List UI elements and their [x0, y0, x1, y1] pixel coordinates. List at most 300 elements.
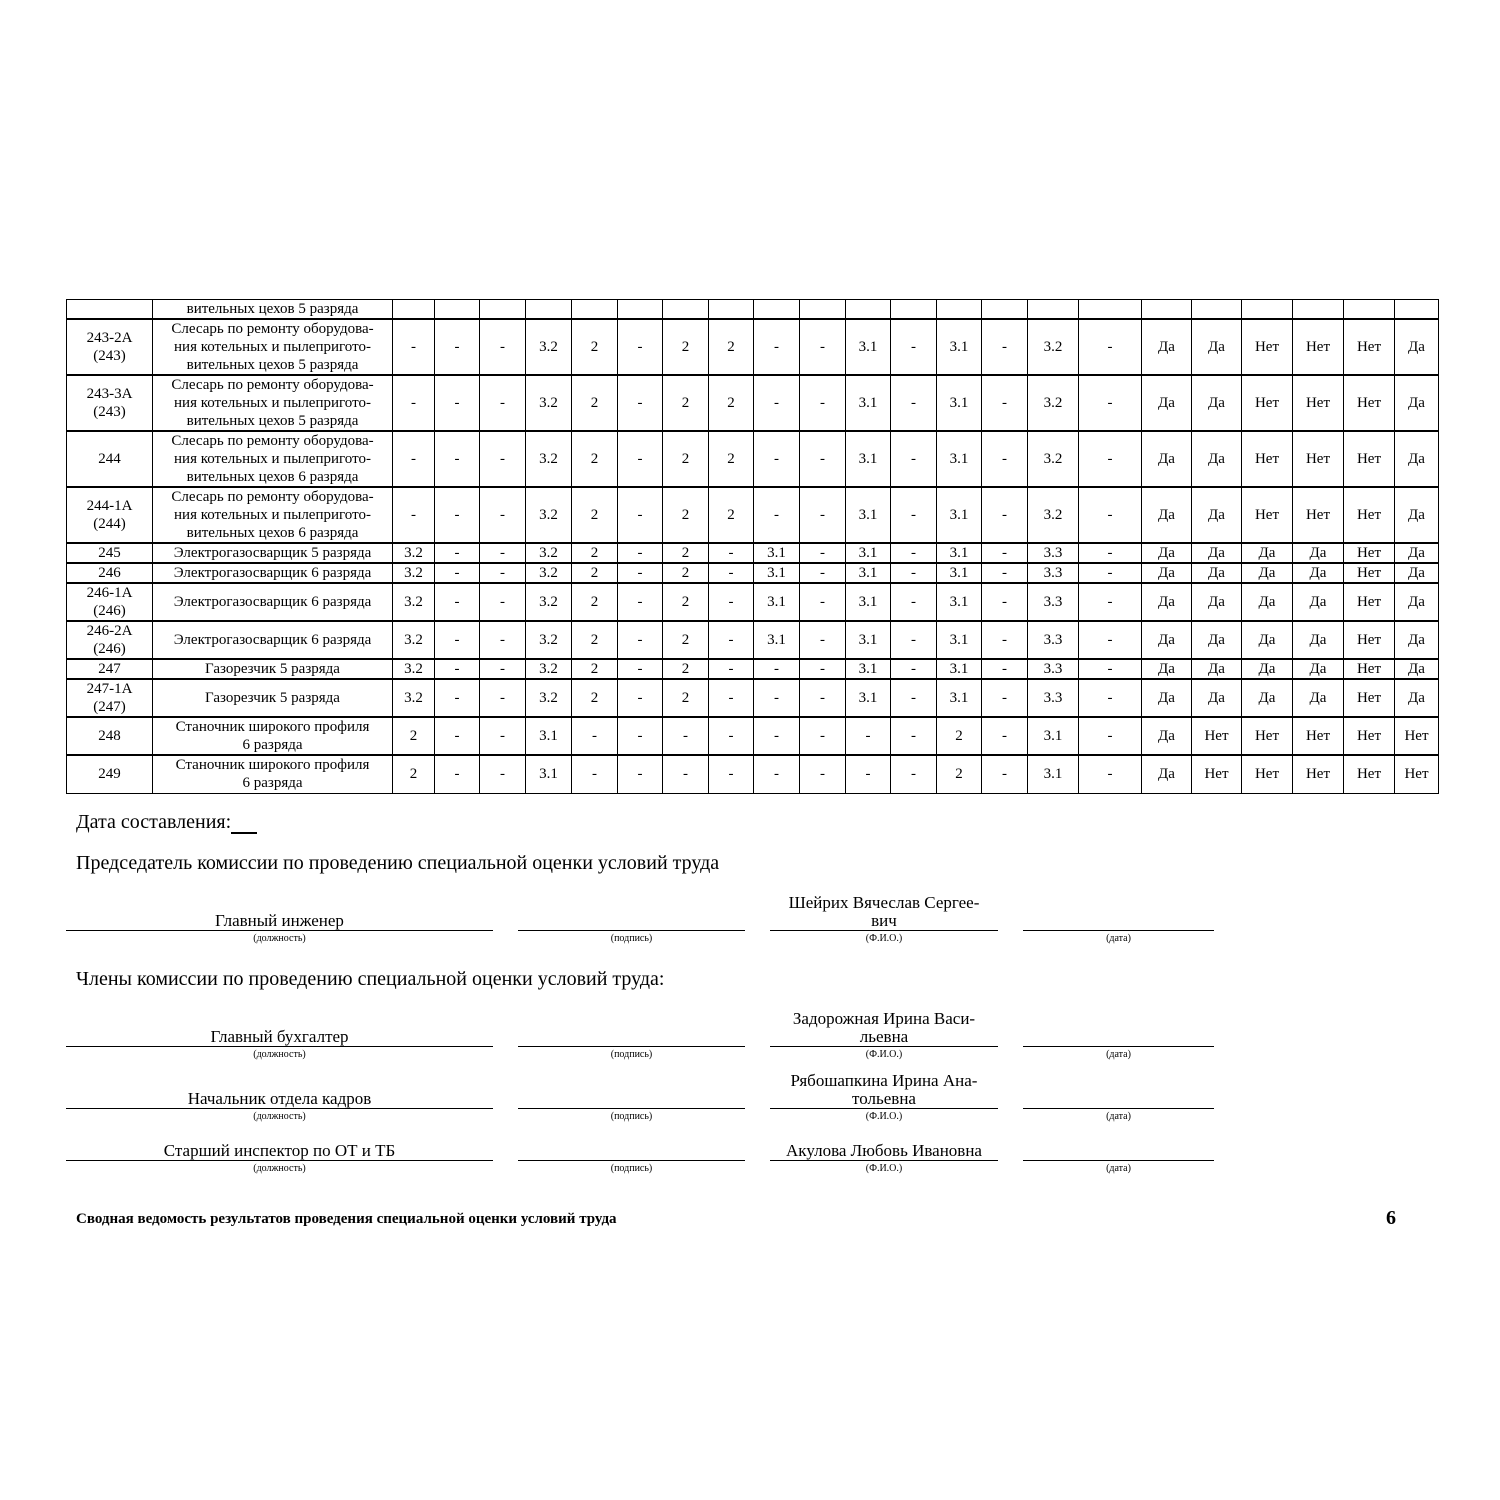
table-cell: Да	[1395, 659, 1439, 679]
table-cell: 3.2	[526, 659, 572, 679]
table-cell	[1192, 300, 1242, 320]
table-cell	[526, 300, 572, 320]
table-cell: 3.2	[526, 583, 572, 621]
table-cell: Нет	[1344, 431, 1395, 487]
table-cell: Нет	[1242, 431, 1293, 487]
table-cell: 3.1	[937, 431, 982, 487]
members-heading: Члены комиссии по проведению специальной оценки условий труда:	[76, 968, 665, 990]
table-cell: Нет	[1344, 659, 1395, 679]
table-cell: Да	[1242, 563, 1293, 583]
table-row	[67, 659, 1439, 679]
date-field	[1023, 890, 1214, 931]
table-cell	[800, 300, 846, 320]
table-cell: 3.3	[1028, 621, 1079, 659]
job-title: Электрогазосварщик 6 разряда	[153, 621, 393, 659]
workplace-id: 245	[67, 543, 153, 563]
job-title: вительных цехов 5 разряда	[153, 300, 393, 320]
position-field	[66, 1068, 493, 1109]
table-cell: 3.1	[937, 319, 982, 375]
table-cell: 3.1	[1028, 717, 1079, 755]
table-cell: Да	[1395, 621, 1439, 659]
document-title: Сводная ведомость результатов проведения специальной оценки условий труда	[76, 1211, 617, 1227]
table-cell: 3.2	[393, 621, 435, 659]
table-cell: 2	[937, 755, 982, 793]
position-caption: (должность)	[253, 1049, 306, 1060]
table-cell: -	[846, 717, 891, 755]
table-cell: -	[1079, 583, 1142, 621]
table-cell: 3.2	[526, 543, 572, 563]
position-field	[66, 1120, 493, 1161]
table-cell: -	[754, 431, 800, 487]
table-cell: Да	[1395, 583, 1439, 621]
table-cell: 2	[393, 755, 435, 793]
compilation-date-blank	[231, 812, 257, 834]
table-cell: -	[709, 755, 754, 793]
table-cell	[1344, 300, 1395, 320]
table-cell: -	[435, 319, 480, 375]
table-cell: 2	[572, 375, 618, 431]
table-cell: 3.2	[526, 319, 572, 375]
table-cell: 3.1	[526, 755, 572, 793]
table-cell: Да	[1293, 659, 1344, 679]
table-row	[67, 755, 1439, 793]
table-cell: -	[891, 543, 937, 563]
table-cell: 3.2	[526, 431, 572, 487]
table-cell: 3.1	[754, 543, 800, 563]
table-cell: 3.3	[1028, 659, 1079, 679]
table-cell: -	[480, 319, 526, 375]
table-cell: Нет	[1344, 563, 1395, 583]
table-cell: 2	[663, 583, 709, 621]
table-cell: -	[709, 563, 754, 583]
date-field	[1023, 1068, 1214, 1109]
table-cell: Да	[1192, 319, 1242, 375]
table-cell: -	[480, 375, 526, 431]
position-value: Старший инспектор по ОТ и ТБ	[163, 1141, 396, 1160]
table-cell: -	[709, 621, 754, 659]
table-cell: -	[800, 431, 846, 487]
position-field	[66, 1006, 493, 1047]
table-cell: -	[480, 583, 526, 621]
table-cell: 3.1	[846, 487, 891, 543]
table-cell: 3.3	[1028, 679, 1079, 717]
table-cell	[891, 300, 937, 320]
table-row	[67, 300, 1439, 320]
table-cell	[1395, 300, 1439, 320]
table-cell: 2	[663, 659, 709, 679]
table-cell: -	[891, 319, 937, 375]
signature-field	[518, 1006, 745, 1047]
table-cell: 2	[663, 431, 709, 487]
table-cell: 2	[572, 659, 618, 679]
job-title: Газорезчик 5 разряда	[153, 659, 393, 679]
table-cell: 3.2	[1028, 375, 1079, 431]
table-cell: Нет	[1293, 717, 1344, 755]
table-cell: Да	[1395, 679, 1439, 717]
table-cell: Нет	[1293, 431, 1344, 487]
table-cell: -	[800, 621, 846, 659]
table-cell: -	[435, 717, 480, 755]
date-caption: (дата)	[1106, 933, 1131, 944]
table-cell	[1142, 300, 1192, 320]
table-cell: 3.2	[393, 679, 435, 717]
name-caption: (Ф.И.О.)	[865, 1111, 903, 1122]
table-cell	[1079, 300, 1142, 320]
table-cell: 3.1	[1028, 755, 1079, 793]
table-cell: Нет	[1344, 319, 1395, 375]
page-number: 6	[1386, 1207, 1396, 1229]
date-caption: (дата)	[1106, 1049, 1131, 1060]
date-field	[1023, 1006, 1214, 1047]
job-title: Станочник широкого профиля 6 разряда	[153, 755, 393, 793]
table-cell: -	[480, 717, 526, 755]
workplace-id: 248	[67, 717, 153, 755]
table-cell: -	[1079, 319, 1142, 375]
table-cell: 3.1	[846, 583, 891, 621]
table-cell: 2	[709, 319, 754, 375]
table-cell	[846, 300, 891, 320]
table-cell: 3.1	[846, 375, 891, 431]
table-cell: 3.1	[846, 621, 891, 659]
table-cell: -	[618, 563, 663, 583]
table-cell: -	[435, 679, 480, 717]
table-cell: -	[1079, 543, 1142, 563]
table-cell: Нет	[1242, 717, 1293, 755]
table-cell: Нет	[1192, 717, 1242, 755]
job-title: Слесарь по ремонту оборудова- ния котельных и пылепригото- вительных цехов 6 разряда	[153, 487, 393, 543]
table-cell: Нет	[1344, 543, 1395, 563]
workplace-id: 249	[67, 755, 153, 793]
table-cell: -	[1079, 487, 1142, 543]
table-cell: -	[1079, 717, 1142, 755]
table-row	[67, 621, 1439, 659]
table-cell: 3.1	[846, 679, 891, 717]
table-cell: Да	[1293, 563, 1344, 583]
table-cell: -	[800, 755, 846, 793]
table-cell: Да	[1142, 717, 1192, 755]
table-cell	[618, 300, 663, 320]
table-cell: -	[754, 755, 800, 793]
workplace-id: 244-1А (244)	[67, 487, 153, 543]
table-cell: Да	[1192, 583, 1242, 621]
signature-field	[518, 1120, 745, 1161]
table-cell	[393, 300, 435, 320]
table-cell: Да	[1192, 431, 1242, 487]
table-cell: -	[1079, 679, 1142, 717]
table-cell	[982, 300, 1028, 320]
table-cell: Нет	[1242, 375, 1293, 431]
position-value: Главный инженер	[215, 911, 344, 930]
table-cell: Да	[1192, 679, 1242, 717]
table-cell: -	[800, 563, 846, 583]
workplace-id: 247-1А (247)	[67, 679, 153, 717]
chairman-heading: Председатель комиссии по проведению специальной оценки условий труда	[76, 852, 720, 874]
table-cell: -	[982, 583, 1028, 621]
table-cell: 2	[663, 487, 709, 543]
table-cell: Нет	[1344, 679, 1395, 717]
table-cell: -	[480, 487, 526, 543]
table-cell: Да	[1242, 659, 1293, 679]
signature-caption: (подпись)	[610, 933, 653, 944]
table-cell: Да	[1395, 319, 1439, 375]
job-title: Слесарь по ремонту оборудова- ния котельных и пылепригото- вительных цехов 6 разряда	[153, 431, 393, 487]
table-cell: 2	[572, 487, 618, 543]
table-cell: Да	[1142, 621, 1192, 659]
table-cell: Нет	[1344, 621, 1395, 659]
signature-field	[518, 890, 745, 931]
table-cell	[1028, 300, 1079, 320]
table-cell: -	[982, 319, 1028, 375]
position-value: Главный бухгалтер	[210, 1027, 349, 1046]
table-cell: -	[435, 621, 480, 659]
table-cell: Да	[1142, 755, 1192, 793]
table-cell: 3.1	[526, 717, 572, 755]
name-caption: (Ф.И.О.)	[865, 933, 903, 944]
table-cell: Да	[1142, 431, 1192, 487]
table-cell: -	[982, 755, 1028, 793]
table-cell: -	[982, 563, 1028, 583]
table-cell: 3.2	[393, 659, 435, 679]
table-cell: -	[800, 543, 846, 563]
table-cell: -	[754, 679, 800, 717]
table-cell: 2	[709, 487, 754, 543]
table-cell: -	[709, 583, 754, 621]
table-cell: -	[982, 543, 1028, 563]
table-cell: 2	[663, 621, 709, 659]
table-cell	[572, 300, 618, 320]
table-cell: -	[891, 659, 937, 679]
table-cell: Нет	[1293, 319, 1344, 375]
table-cell: 3.1	[754, 583, 800, 621]
table-cell: 3.3	[1028, 583, 1079, 621]
name-field	[770, 1120, 998, 1161]
table-cell: -	[1079, 375, 1142, 431]
table-cell: 3.2	[526, 487, 572, 543]
date-field	[1023, 1120, 1214, 1161]
date-caption: (дата)	[1106, 1163, 1131, 1174]
table-cell: Да	[1395, 375, 1439, 431]
table-cell: -	[572, 717, 618, 755]
table-cell: Нет	[1395, 717, 1439, 755]
name-field	[770, 1068, 998, 1109]
table-cell: Да	[1395, 487, 1439, 543]
table-cell: -	[393, 487, 435, 543]
table-cell: -	[1079, 621, 1142, 659]
signature-field	[518, 1068, 745, 1109]
table-cell: 3.2	[1028, 431, 1079, 487]
table-cell: Да	[1192, 659, 1242, 679]
table-cell: -	[709, 717, 754, 755]
workplace-id: 244	[67, 431, 153, 487]
signature-row-member	[66, 1115, 1214, 1175]
workplace-id: 247	[67, 659, 153, 679]
table-cell: 2	[663, 375, 709, 431]
table-cell: -	[800, 487, 846, 543]
position-field	[66, 890, 493, 931]
table-cell: 3.1	[754, 621, 800, 659]
name-caption: (Ф.И.О.)	[865, 1163, 903, 1174]
table-row	[67, 375, 1439, 431]
table-cell: 3.2	[526, 621, 572, 659]
table-cell: -	[1079, 755, 1142, 793]
table-cell: -	[891, 431, 937, 487]
table-cell: 2	[393, 717, 435, 755]
table-cell: -	[982, 375, 1028, 431]
position-value: Начальник отдела кадров	[187, 1089, 372, 1108]
table-cell: -	[618, 583, 663, 621]
table-cell: Да	[1293, 621, 1344, 659]
table-cell: Нет	[1293, 375, 1344, 431]
table-cell: 3.2	[393, 563, 435, 583]
table-cell: -	[754, 487, 800, 543]
table-cell: -	[435, 659, 480, 679]
table-cell: Нет	[1242, 487, 1293, 543]
table-cell: -	[572, 755, 618, 793]
table-cell: -	[846, 755, 891, 793]
table-cell: -	[618, 679, 663, 717]
table-cell: 3.1	[754, 563, 800, 583]
name-caption: (Ф.И.О.)	[865, 1049, 903, 1060]
compilation-date	[76, 811, 257, 834]
table-cell: 3.3	[1028, 563, 1079, 583]
table-row	[67, 563, 1439, 583]
signature-row-member	[66, 1001, 1214, 1061]
table-cell: Нет	[1395, 755, 1439, 793]
table-cell: Да	[1192, 543, 1242, 563]
table-cell: 2	[572, 319, 618, 375]
table-cell: 3.2	[393, 583, 435, 621]
table-cell	[754, 300, 800, 320]
table-cell: 3.1	[937, 679, 982, 717]
table-cell: -	[663, 717, 709, 755]
table-cell: -	[618, 717, 663, 755]
date-caption: (дата)	[1106, 1111, 1131, 1122]
table-cell: Да	[1242, 679, 1293, 717]
table-cell: -	[618, 487, 663, 543]
table-cell: -	[800, 583, 846, 621]
table-cell: -	[800, 319, 846, 375]
workplace-id: 246-2А (246)	[67, 621, 153, 659]
table-cell: Да	[1142, 583, 1192, 621]
table-cell: 3.1	[846, 543, 891, 563]
table-cell: Да	[1142, 375, 1192, 431]
table-cell: -	[891, 487, 937, 543]
workplace-id: 243-3А (243)	[67, 375, 153, 431]
table-cell: -	[982, 487, 1028, 543]
table-cell	[937, 300, 982, 320]
table-cell: 2	[663, 543, 709, 563]
table-cell: 2	[709, 431, 754, 487]
table-cell: -	[480, 755, 526, 793]
signature-caption: (подпись)	[610, 1049, 653, 1060]
table-cell: -	[800, 679, 846, 717]
table-cell: 3.1	[846, 431, 891, 487]
table-row	[67, 679, 1439, 717]
table-row	[67, 487, 1439, 543]
table-cell: -	[800, 659, 846, 679]
table-cell: 3.1	[937, 543, 982, 563]
table-row	[67, 319, 1439, 375]
table-cell: Да	[1293, 543, 1344, 563]
table-cell: -	[435, 543, 480, 563]
table-cell: Да	[1142, 543, 1192, 563]
name-value: Акулова Любовь Ивановна	[786, 1141, 982, 1160]
table-cell: -	[480, 659, 526, 679]
table-cell: -	[393, 375, 435, 431]
position-caption: (должность)	[253, 1111, 306, 1122]
table-cell: 3.2	[526, 375, 572, 431]
table-cell: -	[754, 717, 800, 755]
table-cell: Да	[1142, 659, 1192, 679]
name-value: Шейрих Вячеслав Сергее- вич	[788, 893, 980, 930]
table-cell: -	[800, 375, 846, 431]
table-cell: 3.1	[937, 375, 982, 431]
workplace-id: 243-2А (243)	[67, 319, 153, 375]
table-cell: Нет	[1192, 755, 1242, 793]
table-cell: Да	[1192, 621, 1242, 659]
table-cell: Да	[1395, 543, 1439, 563]
table-cell: 3.1	[937, 487, 982, 543]
table-cell: -	[754, 659, 800, 679]
table-cell: 2	[572, 583, 618, 621]
table-cell: -	[435, 563, 480, 583]
table-cell: -	[435, 487, 480, 543]
table-cell: 2	[709, 375, 754, 431]
table-cell	[1293, 300, 1344, 320]
table-cell: 3.2	[1028, 319, 1079, 375]
table-cell: Да	[1293, 679, 1344, 717]
table-cell: 3.2	[393, 543, 435, 563]
signature-caption: (подпись)	[610, 1111, 653, 1122]
workplace-id: 246	[67, 563, 153, 583]
table-cell: Нет	[1344, 755, 1395, 793]
table-cell: Нет	[1344, 375, 1395, 431]
table-cell: -	[891, 621, 937, 659]
table-cell: 2	[572, 679, 618, 717]
table-cell: -	[982, 717, 1028, 755]
job-title: Электрогазосварщик 5 разряда	[153, 543, 393, 563]
table-cell: -	[480, 543, 526, 563]
table-cell: 2	[663, 679, 709, 717]
table-cell: Нет	[1242, 319, 1293, 375]
table-cell: -	[709, 543, 754, 563]
table-cell: -	[1079, 659, 1142, 679]
table-cell: -	[618, 543, 663, 563]
table-cell: 3.1	[846, 563, 891, 583]
table-cell: -	[618, 755, 663, 793]
table-row	[67, 583, 1439, 621]
table-cell: 3.1	[846, 659, 891, 679]
table-cell: -	[435, 755, 480, 793]
table-cell: -	[618, 659, 663, 679]
table-cell: -	[1079, 563, 1142, 583]
table-cell: 3.1	[846, 319, 891, 375]
table-cell: 2	[572, 621, 618, 659]
signature-caption: (подпись)	[610, 1163, 653, 1174]
table-cell: Да	[1242, 621, 1293, 659]
table-cell: -	[754, 375, 800, 431]
table-cell: Да	[1142, 487, 1192, 543]
table-cell: -	[663, 755, 709, 793]
table-cell: Нет	[1242, 755, 1293, 793]
table-cell: Да	[1142, 563, 1192, 583]
table-cell: 2	[572, 431, 618, 487]
table-cell: Нет	[1344, 583, 1395, 621]
table-cell: -	[1079, 431, 1142, 487]
table-cell: 2	[663, 319, 709, 375]
table-cell: -	[891, 717, 937, 755]
table-cell: Да	[1192, 563, 1242, 583]
